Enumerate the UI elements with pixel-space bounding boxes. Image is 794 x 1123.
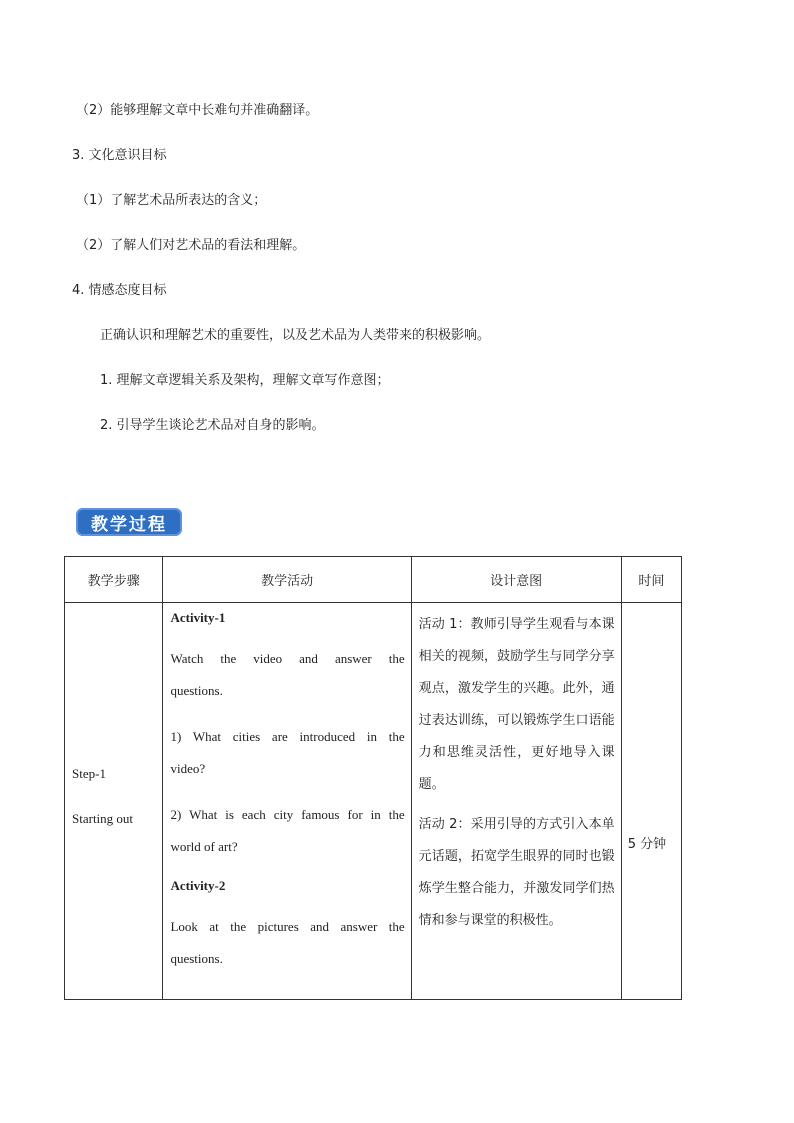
table-row [65,603,682,1000]
table-header-row [65,557,682,603]
step-number: Step-1 [72,766,106,781]
step-title: Starting out [72,811,134,826]
intent-activity-2: 活动 2：采用引导的方式引入本单元话题，拓宽学生眼界的同时也锻炼学生整合能力，并激发同学们热情和参与课堂的积极性。 [418,817,615,928]
activity-1-title: Activity-1 [170,610,226,625]
intent-cell [411,603,621,1000]
question-1-b: video? [170,761,206,776]
section-badge-teaching-process: 教学过程 [76,508,182,536]
activity-2-text-a: Look at the pictures and answer the [170,919,405,934]
header-intent: 设计意图 [411,557,621,603]
culture-heading: 3. 文化意识目标 [72,148,167,163]
intent-activity-1: 活动 1：教师引导学生观看与本课相关的视频，鼓励学生与同学分享观点，激发学生的兴趣。此外，通过表达训练，可以锻炼学生口语能力和思维灵活性，更好地导入课题。 [418,617,615,792]
teaching-process-table [64,556,682,1000]
emotion-heading: 4. 情感态度目标 [72,283,167,298]
key-point-2: 2. 引导学生谈论艺术品对自身的影响。 [100,418,325,433]
question-2-a: 2) What is each city famous for in the [170,807,405,822]
emotion-text: 正确认识和理解艺术的重要性，以及艺术品为人类带来的积极影响。 [100,328,491,343]
header-time: 时间 [621,557,681,603]
objective-skill-2: （2）能够理解文章中长难句并准确翻译。 [76,103,319,118]
activity-cell [163,603,411,1000]
header-step: 教学步骤 [65,557,163,603]
activity-2-title: Activity-2 [170,878,226,893]
question-2-b: world of art? [170,839,238,854]
time-value: 5 分钟 [627,837,667,852]
step-cell [65,603,163,1000]
objective-culture-1: （1）了解艺术品所表达的含义； [76,193,267,208]
time-cell [621,603,681,1000]
activity-2-text-b: questions. [170,951,223,966]
key-point-1: 1. 理解文章逻辑关系及架构，理解文章写作意图； [100,373,390,388]
objective-culture-2: （2）了解人们对艺术品的看法和理解。 [76,238,306,253]
activity-1-text-a: Watch the video and answer the [170,651,405,666]
question-1-a: 1) What cities are introduced in the [170,729,405,744]
header-activity: 教学活动 [163,557,411,603]
activity-1-text-b: questions. [170,683,223,698]
